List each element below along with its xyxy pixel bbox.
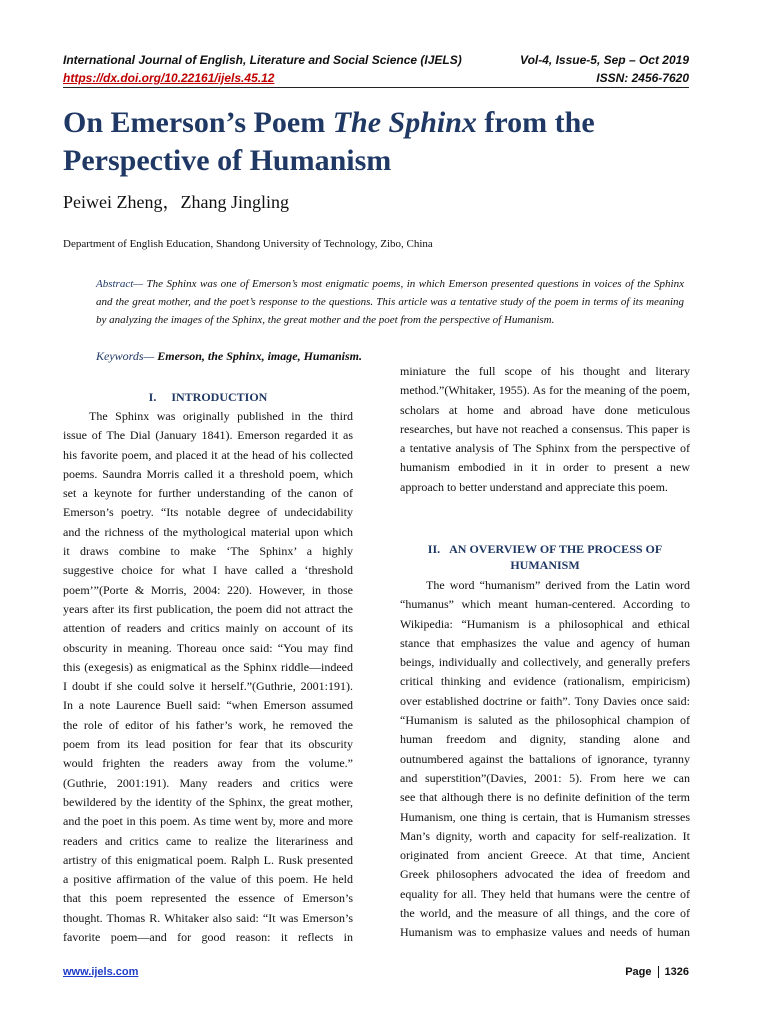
- text-line: Man’s dignity, worth and capacity for self-realization. It: [400, 828, 690, 843]
- text-line: issue of The Dial (January 1841). Emerson regarded it as: [63, 428, 353, 443]
- text-line: it draws combine to make ‘The Sphinx’ a highly: [63, 544, 353, 559]
- right-column: [400, 362, 690, 497]
- affiliation: Department of English Education, Shandong University of Technology, Zibo, China: [63, 238, 433, 250]
- text-line: would frighten the readers away from the volume.”: [63, 756, 353, 771]
- page-footer: [63, 966, 689, 978]
- keywords-text: Emerson, the Sphinx, image, Humanism.: [154, 349, 362, 363]
- title-part-2: from the Perspective of Humanism: [63, 106, 595, 177]
- text-line: approach to better understand and appreciate this poem.: [400, 479, 668, 494]
- section-number: II.: [427, 542, 441, 556]
- journal-header: [63, 53, 689, 67]
- text-line: obscurity in meaning. Thoreau once said: “You may find: [63, 640, 353, 655]
- page-separator: [658, 966, 659, 978]
- keywords-label: Keywords—: [96, 349, 155, 363]
- text-line: a positive affirmation of the value of this poem. He held: [63, 872, 353, 887]
- text-line: set a keynote for further understanding of the canon of: [63, 486, 353, 501]
- text-line: the role of editor of his father’s work, he removed the: [63, 717, 353, 732]
- text-line: equality for all. They held that humans were the centre of: [400, 886, 690, 901]
- text-line: Humanism, one thing is certain, that is Humanism stresses: [400, 809, 690, 824]
- section-heading-introduction: [63, 389, 353, 405]
- text-line: outnumbered against the battalions of ignorance, tyranny: [400, 751, 690, 766]
- page-label: Page: [625, 966, 652, 978]
- text-line: In a note Laurence Buell said: “when Emerson assumed: [63, 698, 353, 713]
- text-line: attention of readers and critics mainly on account of its: [63, 621, 353, 636]
- text-line: researches, but have not reached a consensus. This paper is: [400, 421, 690, 436]
- text-line: artistry of this enigmatical poem. Ralph L. Rusk presented: [63, 852, 353, 867]
- text-line: Emerson’s poetry. “Its notable degree of undecidability: [63, 505, 353, 520]
- text-line: humanism embodied in it in order to present a new: [400, 460, 690, 475]
- journal-subheader: [63, 71, 689, 85]
- text-line: over established doctrine or faith”. Tony Davies once said:: [400, 693, 690, 708]
- text-line: critical thinking and evidence (rationalism, empiricism): [400, 674, 690, 689]
- text-line: Greek philosophers advocated the idea of freedom and: [400, 867, 690, 882]
- text-line: (Guthrie, 2001:191). Many readers and critics were: [63, 775, 353, 790]
- page-indicator: [625, 966, 689, 978]
- text-line: I doubt if she could solve it herself.”(Guthrie, 2001:191).: [63, 679, 353, 694]
- text-line: favorite poem—and for good reason: it reflects in: [63, 930, 353, 945]
- text-line: and superstition”(Davies, 2001: 5). From here we can: [400, 770, 690, 785]
- text-line: thought. Thomas R. Whitaker also said: “It was Emerson’s: [63, 910, 353, 925]
- abstract-text: The Sphinx was one of Emerson’s most enigmatic poems, in which Emerson presented questions in voices of the Sphinx and the great mother, and the poet’s response to the questions. This article was a tentative study of the poem in terms of its meaning by analyzing the images of the Sphinx, the great mother and the poet from the perspective of Humanism.: [96, 278, 684, 326]
- text-line: and the poet in this poem. As time went by, more and more: [63, 814, 353, 829]
- text-line: miniature the full scope of his thought and literary: [400, 364, 690, 378]
- text-line: beings, individually and collectively, and generally prefers: [400, 655, 690, 670]
- text-line: originated from ancient Greece. At that time, Ancient: [400, 848, 690, 863]
- text-line: Humanism was to emphasize values and needs of human: [400, 925, 690, 940]
- header-rule: [63, 87, 689, 88]
- text-line: Wikipedia: “Humanism is a philosophical and ethical: [400, 616, 690, 631]
- abstract: [96, 276, 684, 329]
- text-line: the world, and the measure of all things, and the core of: [400, 906, 690, 921]
- text-line: The Sphinx was originally published in the third: [89, 409, 353, 423]
- title-italic: The Sphinx: [332, 106, 477, 139]
- text-line: human freedom and dignity, standing alone and: [400, 732, 690, 747]
- text-line: years after its first publication, the poem did not attract the: [63, 601, 353, 616]
- text-line: his favorite poem, and placed it at the head of his collected: [63, 447, 353, 462]
- text-line: suggestive choice for what I have called a ‘threshold: [63, 563, 353, 578]
- text-line: “Humanism is saluted as the philosophical champion of: [400, 713, 690, 728]
- right-column-top: [400, 362, 690, 497]
- left-column: [63, 407, 353, 947]
- text-line: poem’”(Porte & Morris, 2004: 220). However, in those: [63, 582, 353, 597]
- text-line: method.”(Whitaker, 1955). As for the meaning of the poem,: [400, 383, 690, 398]
- text-line: stance that emphasizes the value and agency of human: [400, 635, 690, 650]
- doi-link[interactable]: https://dx.doi.org/10.22161/ijels.45.12: [63, 71, 275, 85]
- volume-issue: Vol-4, Issue-5, Sep – Oct 2019: [520, 53, 689, 67]
- text-line: and the richness of the mythological material upon which: [63, 524, 353, 539]
- title-part-1: On Emerson’s Poem: [63, 106, 333, 139]
- section-number: I.: [148, 390, 157, 404]
- section-heading-overview: [400, 541, 690, 573]
- text-line: that this poem represented the essence of Emerson’s: [63, 891, 353, 906]
- text-line: “humanus” which meant human-centered. According to: [400, 597, 690, 612]
- text-line: scholars at home and abroad have done meticulous: [400, 402, 690, 417]
- page-number: 1326: [664, 966, 689, 978]
- section-title-line2: HUMANISM: [510, 558, 580, 572]
- text-line: The word “humanism” derived from the Latin word: [426, 578, 690, 592]
- right-column-bottom: [400, 576, 690, 943]
- text-line: this (exegesis) as enigmatical as the Sphinx riddle—indeed: [63, 659, 353, 674]
- issn: ISSN: 2456-7620: [596, 71, 689, 85]
- website-link[interactable]: www.ijels.com: [63, 966, 139, 978]
- text-line: poems. Saundra Morris called it a threshold poem, which: [63, 466, 353, 481]
- keywords: [96, 349, 362, 364]
- text-line: a tentative analysis of The Sphinx from the perspective of: [400, 441, 690, 456]
- journal-name: International Journal of English, Literature and Social Science (IJELS): [63, 53, 462, 67]
- text-line: bewildered by the identity of the Sphinx, the great mother,: [63, 794, 353, 809]
- text-line: readers and critics came to realize the literariness and: [63, 833, 353, 848]
- section-title: INTRODUCTION: [171, 390, 268, 404]
- abstract-label: Abstract—: [96, 278, 144, 290]
- text-line: see that although there is no definite definition of the term: [400, 790, 690, 805]
- authors: Peiwei Zheng，Zhang Jingling: [63, 192, 289, 212]
- paper-title: [63, 104, 703, 180]
- text-line: poem from its lead position for fear that its obscurity: [63, 737, 353, 752]
- section-title-line1: AN OVERVIEW OF THE PROCESS OF: [449, 542, 663, 556]
